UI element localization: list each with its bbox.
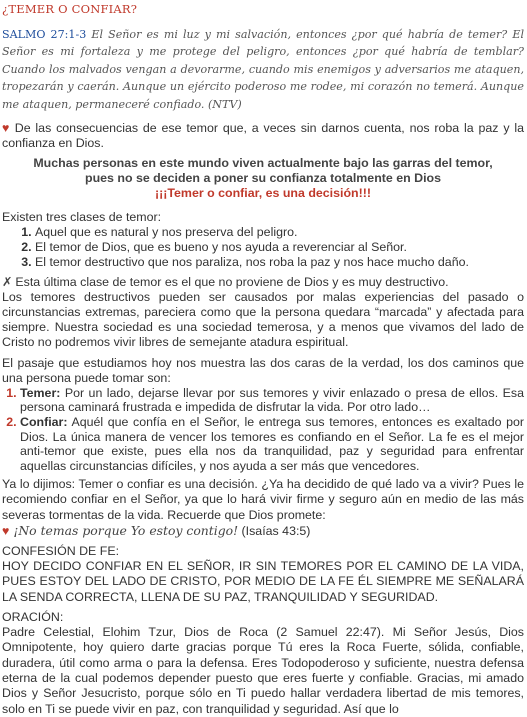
path-text: Aquél que confía en el Señor, le entrega sus temores, entonces es exaltado por Dios. La única manera de vencer los temores es confiando en el Señor. La fe es el mejor anti-temor que existe, pues ella nos da tranquilidad, paz y seguridad para enfrentar aquellas circunstancias difíciles, y nos ayuda a ser más que vencedores. <box>20 414 524 473</box>
fear-types-list <box>2 225 524 269</box>
paths-list <box>2 386 524 474</box>
highlight-line-3: ¡¡¡Temer o confiar, es una decisión!!! <box>155 186 371 201</box>
list-item: 3. El temor destructivo que nos paraliza, nos roba la paz y nos hace mucho daño. <box>35 255 524 270</box>
highlight-line-1: Muchas personas en este mundo viven actualmente bajo las garras del temor, <box>33 156 493 171</box>
highlight-line-2: pues no se deciden a poner su confianza totalmente en Dios <box>85 171 441 186</box>
prayer-heading: ORACIÓN: <box>2 609 64 624</box>
cross-mark-icon: ✗ <box>2 275 13 290</box>
list-item <box>20 386 524 415</box>
promise-quote: ¡No temas porque Yo estoy contigo! <box>13 522 239 538</box>
list-item: 2. El temor de Dios, que es bueno y nos ayuda a reverenciar al Señor. <box>35 240 524 255</box>
highlight-box <box>2 156 524 201</box>
paths-lead: El pasaje que estudiamos hoy nos muestra las dos caras de la verdad, los dos caminos que una persona puede tomar son: <box>2 355 524 385</box>
page-title: ¿TEMER O CONFIAR? <box>2 2 138 16</box>
destructive-paragraph: Los temores destructivos pueden ser causados por malas experiencias del pasado o circunstancias extremas, pareciera como que la persona quedara “marcada” y afectada para siempre. Nuestra sociedad es una sociedad temerosa, y a menos que vivamos del lado de Cristo no podremos vivir libres de semejante atadura espiritual. <box>2 290 524 350</box>
fear-types-lead: Existen tres clases de temor: <box>2 210 162 225</box>
prayer-text: Padre Celestial, Elohim Tzur, Dios de Roca (2 Samuel 22:47). Mi Señor Jesús, Dios Omnipotente, hoy quiero darte gracias porque Tú eres la Roca Fuerte, sólida, confiable, duradera, útil como arma o para la defensa. Eres Todopoderoso y suficiente, nuestra defensa eterna de la cual podemos depender puesto que eres fuerte y confiable. Gracias, mi amado Dios y Señor Jesucristo, porque sólo en Ti puedo hallar verdadera libertad de mis temores, solo en Ti se puede vivir en paz, con tranquilidad y seguridad. Así que lo <box>2 625 524 716</box>
destructive-line-text: Esta última clase de temor es el que no proviene de Dios y es muy destructivo. <box>15 275 449 290</box>
path-label: Confiar: <box>20 414 68 429</box>
path-text: Por un lado, dejarse llevar por sus temores y vivir enlazado o presa de ellos. Esa persona caminará frustrada e impedida de disfrutar la vida. Por otro lado… <box>20 385 524 415</box>
decision-paragraph: Ya lo dijimos: Temer o confiar es una decisión. ¿Ya ha decidido de qué lado va a vivir? Pues le recomiendo confiar en el Señor, ya que lo hará vivir firme y seguro aún en medio de las más severas tormentas de la vida. Recuerde que Dios promete: <box>2 477 524 522</box>
list-item <box>20 415 524 473</box>
heart-bullet-icon: ♥ <box>2 121 11 136</box>
psalm-passage <box>2 26 524 113</box>
destructive-line <box>2 275 524 290</box>
list-item: 1. Aquel que es natural y nos preserva del peligro. <box>35 225 524 240</box>
promise-line <box>2 523 524 539</box>
confession-text: HOY DECIDO CONFIAR EN EL SEÑOR, IR SIN TEMORES POR EL CAMINO DE LA VIDA, PUES ESTOY DEL LADO DE CRISTO, POR MEDIO DE LA FE ÉL SIEMPRE ME SEÑALARÁ LA SENDA CORRECTA, LLENA DE SU PAZ, TRANQUILIDAD Y SEGURIDAD. <box>2 558 524 604</box>
intro-text: De las consecuencias de ese temor que, a veces sin darnos cuenta, nos roba la paz y la confianza en Dios. <box>2 121 524 151</box>
heart-bullet-icon: ♥ <box>2 523 10 538</box>
promise-reference: (Isaías 43:5) <box>241 523 311 538</box>
psalm-reference: SALMO 27:1-3 <box>2 28 87 41</box>
intro-paragraph <box>2 121 524 151</box>
path-label: Temer: <box>20 385 61 400</box>
confession-heading: CONFESIÓN DE FE: <box>2 543 120 558</box>
psalm-text: El Señor es mi luz y mi salvación, entonces ¿por qué habría de temer? El Señor es mi fortaleza y me protege del peligro, entonces ¿por qué habría de temblar? Cuando los malvados vengan a devorarme, cuando mis enemigos y adversarios me ataquen, tropezarán y caerán. Aunque un ejército poderoso me rodee, mi corazón no temerá. Aunque me ataquen, permaneceré confiado. (NTV) <box>2 28 524 111</box>
